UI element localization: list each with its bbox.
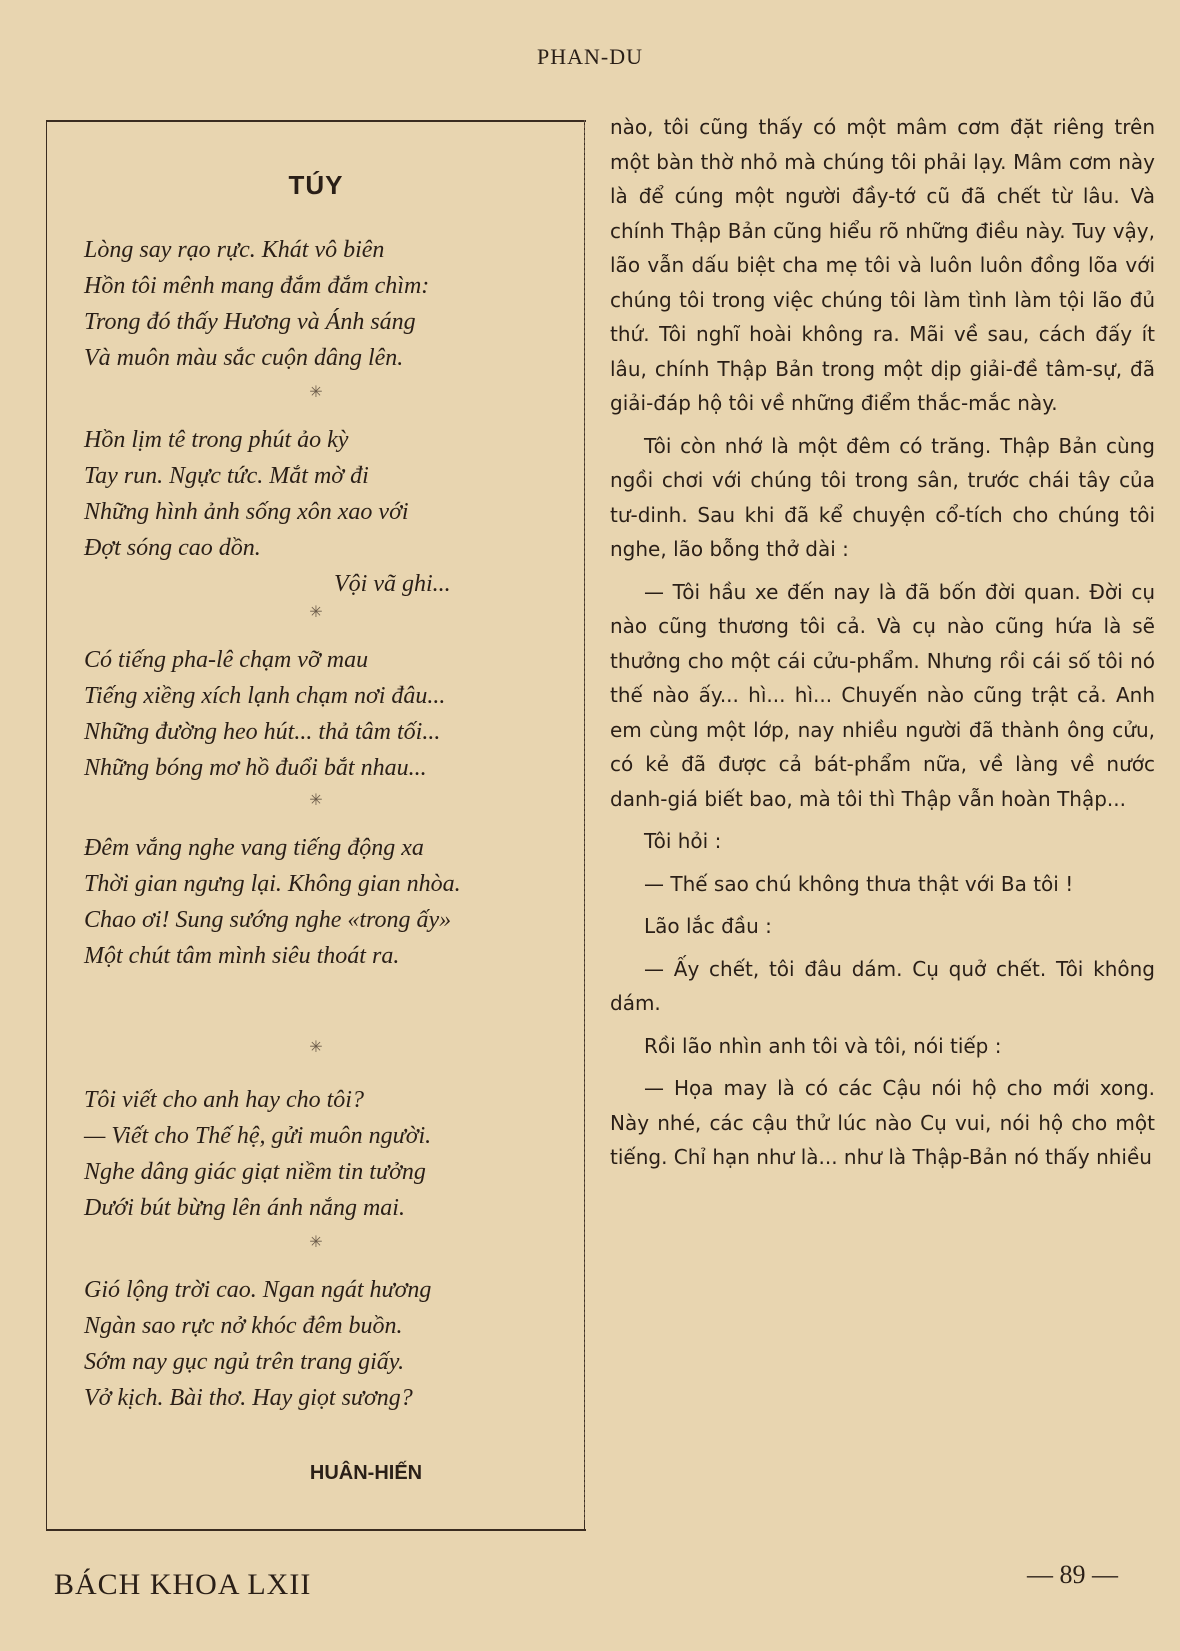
poem-line: Những hình ảnh sống xôn xao với xyxy=(84,499,409,525)
poem-line: Một chút tâm mình siêu thoát ra. xyxy=(84,943,400,969)
poem-line: Dưới bút bừng lên ánh nắng mai. xyxy=(84,1195,405,1221)
poem-line: Đợt sóng cao dồn. xyxy=(84,535,261,561)
poem-line: Gió lộng trời cao. Ngan ngát hương xyxy=(84,1277,432,1303)
poem-line: Thời gian ngưng lại. Không gian nhòa. xyxy=(84,871,461,897)
poem-line: Sớm nay gục ngủ trên trang giấy. xyxy=(84,1349,405,1375)
prose-paragraph: Tôi hỏi : xyxy=(644,829,722,853)
magazine-name: BÁCH KHOA LXII xyxy=(54,1568,312,1601)
poem-line: — Viết cho Thế hệ, gửi muôn người. xyxy=(84,1123,432,1149)
poem-line: Tay run. Ngực tức. Mắt mờ đi xyxy=(84,463,369,489)
poem-line: Trong đó thấy Hương và Ánh sáng xyxy=(84,309,416,335)
star-separator: ✳ xyxy=(309,1232,323,1251)
poem-line: Ngàn sao rực nở khóc đêm buồn. xyxy=(84,1313,403,1339)
poem-line: Chao ơi! Sung sướng nghe «trong ấy» xyxy=(84,907,452,933)
column-divider xyxy=(584,120,585,1520)
poem-line: Tôi viết cho anh hay cho tôi? xyxy=(84,1087,364,1113)
stanza-3 xyxy=(84,642,564,786)
poem-line: Vội vã ghi... xyxy=(334,571,451,597)
stanza-4 xyxy=(84,830,564,974)
star-separator: ✳ xyxy=(309,382,323,401)
poem-line: Hồn lịm tê trong phút ảo kỳ xyxy=(84,427,349,453)
prose-paragraph: — Thế sao chú không thưa thật với Ba tôi ! xyxy=(644,871,1074,896)
poem-line: Những bóng mơ hồ đuổi bắt nhau... xyxy=(84,755,427,781)
stanza-1 xyxy=(84,232,564,376)
poem-line: Có tiếng pha-lê chạm vỡ mau xyxy=(84,647,369,673)
poem-title: TÚY xyxy=(288,170,344,200)
poem-line: Và muôn màu sắc cuộn dâng lên. xyxy=(84,345,404,371)
star-separator: ✳ xyxy=(309,602,323,621)
star-separator: ✳ xyxy=(309,790,323,809)
running-header: PHAN-DU xyxy=(537,44,643,69)
poem-line: Những đường heo hút... thả tâm tối... xyxy=(84,719,441,745)
page-number: — 89 — xyxy=(1027,1560,1118,1589)
prose-paragraph: Rồi lão nhìn anh tôi và tôi, nói tiếp : xyxy=(644,1033,1002,1058)
poem-line: Đêm vắng nghe vang tiếng động xa xyxy=(84,835,424,861)
poem-line: Hồn tôi mênh mang đắm đắm chìm: xyxy=(84,273,430,299)
stanza-5 xyxy=(84,1082,564,1226)
prose-paragraph: nào, tôi cũng thấy có một mâm cơm đặt riêng trên một bàn thờ nhỏ mà chúng tôi phải lạy. Mâm cơm này là để cúng một người đầy-tớ cũ đã chết từ lâu. Và chính Thập Bản cũng hiểu rõ những điều này. Tuy vậy, lão vẫn dấu biệt cha mẹ tôi và luôn luôn đồng lõa với chúng tôi trong việc chúng tôi làm tình làm tội lão đủ thứ. Tôi nghĩ hoài không ra. Mãi về sau, cách đấy ít lâu, chính Thập Bản trong một dịp giải-đề tâm-sự, đã giải-đáp hộ tôi về những điểm thắc-mắc này. xyxy=(610,115,1155,415)
poem-line: Vở kịch. Bài thơ. Hay giọt sương? xyxy=(84,1385,413,1411)
prose-paragraph: Lão lắc đầu : xyxy=(644,914,772,938)
prose-paragraph: — Họa may là có các Cậu nói hộ cho mới xong. Này nhé, các cậu thử lúc nào Cụ vui, nói hộ cho một tiếng. Chỉ hạn như là... như là Thập-Bản nó thấy nhiều xyxy=(610,1076,1155,1169)
prose-column xyxy=(610,110,1155,1183)
poem-line: Nghe dâng giác giạt niềm tin tưởng xyxy=(84,1159,426,1185)
prose-paragraph: — Ấy chết, tôi đâu dám. Cụ quở chết. Tôi không dám. xyxy=(610,956,1155,1015)
poem-line: Tiếng xiềng xích lạnh chạm nơi đâu... xyxy=(84,683,446,709)
prose-paragraph: Tôi còn nhớ là một đêm có trăng. Thập Bản cùng ngồi chơi với chúng tôi trong sân, trước chái tây của tư-dinh. Sau khi đã kể chuyện cổ-tích cho chúng tôi nghe, lão bỗng thở dài : xyxy=(610,433,1155,561)
poem-author: HUÂN-HIẾN xyxy=(309,1462,423,1484)
star-separator: ✳ xyxy=(309,1037,323,1056)
poem-box-left-border xyxy=(46,122,47,1529)
poem-box xyxy=(46,120,586,1531)
poem-line: Lòng say rạo rực. Khát vô biên xyxy=(84,237,385,263)
prose-paragraph: — Tôi hầu xe đến nay là đã bốn đời quan. Đời cụ nào cũng thương tôi cả. Và cụ nào cũng hứa là sẽ thưởng cho một cái cửu-phẩm. Nhưng rồi cái số tôi nó thế nào ấy... hì... hì... Chuyến nào cũng trật cả. Anh em cùng một lớp, nay nhiều người đã thành ông cửu, có kẻ đã được cả bát-phẩm nữa, về làng về nước danh-giá biết bao, mà tôi thì Thập vẫn hoàn Thập... xyxy=(610,579,1155,811)
stanza-2 xyxy=(84,422,564,602)
stanza-6 xyxy=(84,1272,564,1416)
